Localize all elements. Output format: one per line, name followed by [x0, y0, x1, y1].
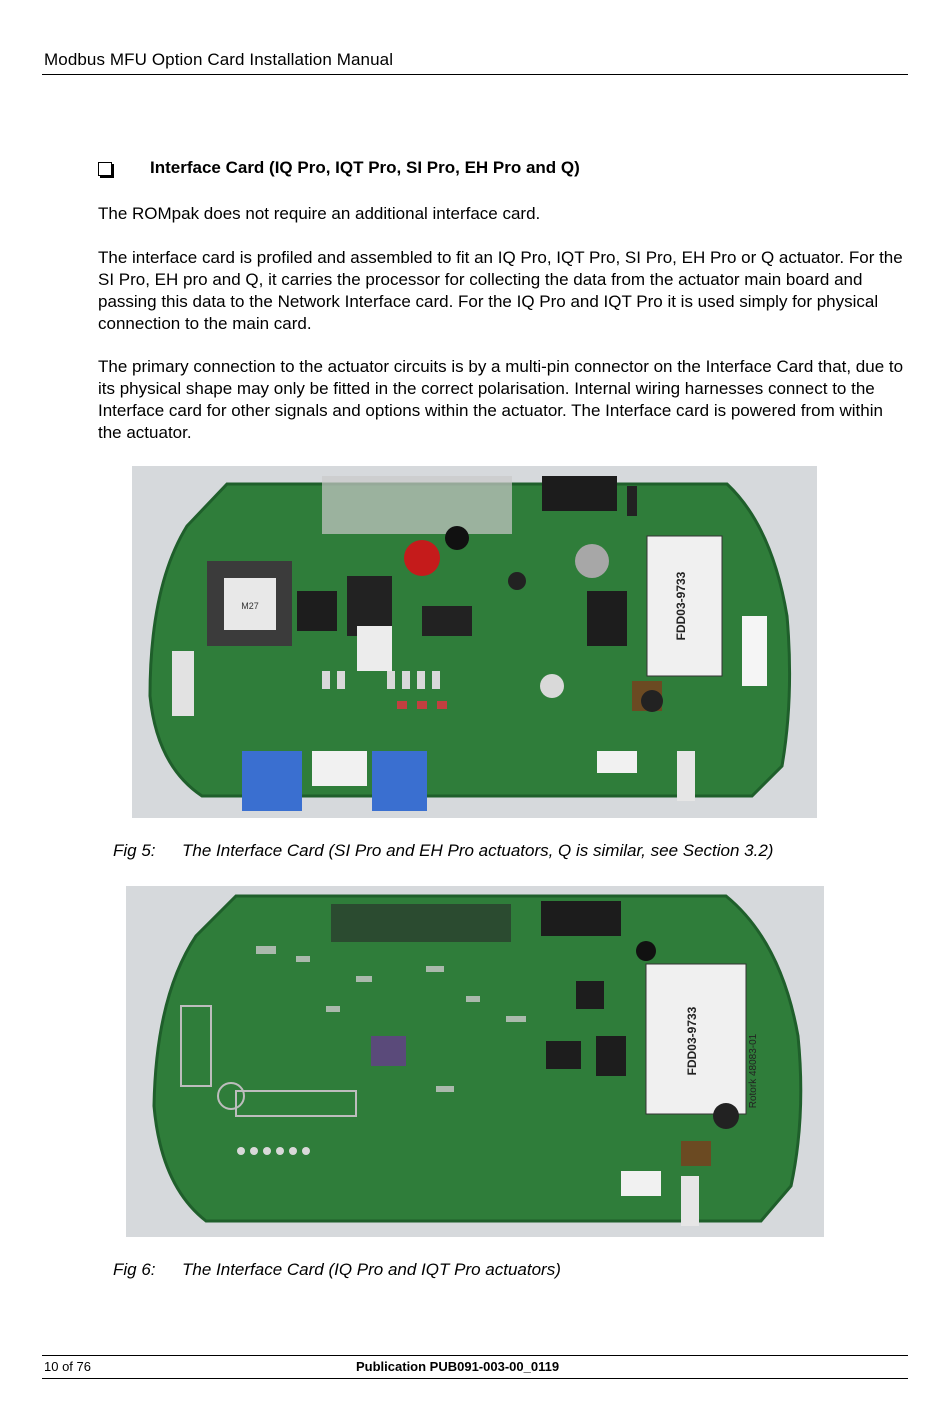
paragraph-1: The ROMpak does not require an additional interface card. [98, 204, 541, 223]
board-label: Rotork 48083-01 [748, 1033, 759, 1109]
chip-label: M27 [241, 601, 259, 611]
module-label: FDD03-9733 [674, 571, 688, 641]
checkbox-icon [98, 162, 112, 176]
interface-card-photo-si-eh [132, 466, 817, 818]
section-title: Interface Card (IQ Pro, IQT Pro, SI Pro, EH Pro and Q) [150, 158, 580, 177]
publication-number: Publication PUB091-003-00_0119 [356, 1359, 560, 1374]
interface-card-photo-iq-iqt [126, 886, 824, 1237]
paragraph-2: The interface card is profiled and assembled to fit an IQ Pro, IQT Pro, SI Pro, EH Pro or Q actuator. For the SI Pro, EH pro and Q, it carries the processor for collecting the data from the actuator main board and passing this data to the Network Interface card. For the IQ Pro and IQT Pro it is used simply for physical connection to the main card. [98, 248, 903, 333]
figure-5-caption [113, 841, 773, 861]
page-number: 10 of 76 [44, 1359, 91, 1374]
figure-5-text: The Interface Card (SI Pro and EH Pro actuators, Q is similar, see Section 3.2) [182, 841, 774, 860]
figure-5-image [132, 466, 817, 818]
paragraph-3: The primary connection to the actuator circuits is by a multi-pin connector on the Interface Card that, due to its physical shape may only be fitted in the correct polarisation. Internal wiring harnesses connect to the Interface card for other signals and options within the actuator. The Interface card is powered from within the actuator. [98, 357, 904, 442]
figure-6-image [126, 886, 824, 1237]
figure-5-number: Fig 5: [113, 841, 156, 860]
figure-6-caption [113, 1260, 561, 1280]
footer-rule-bottom [42, 1378, 908, 1379]
header-rule [42, 74, 908, 75]
module-label: FDD03-9733 [685, 1006, 699, 1076]
figure-6-number: Fig 6: [113, 1260, 156, 1279]
section-heading [98, 158, 580, 178]
figure-6-text: The Interface Card (IQ Pro and IQT Pro actuators) [182, 1260, 561, 1279]
header-title: Modbus MFU Option Card Installation Manual [44, 50, 394, 69]
footer-rule-top [42, 1355, 908, 1356]
